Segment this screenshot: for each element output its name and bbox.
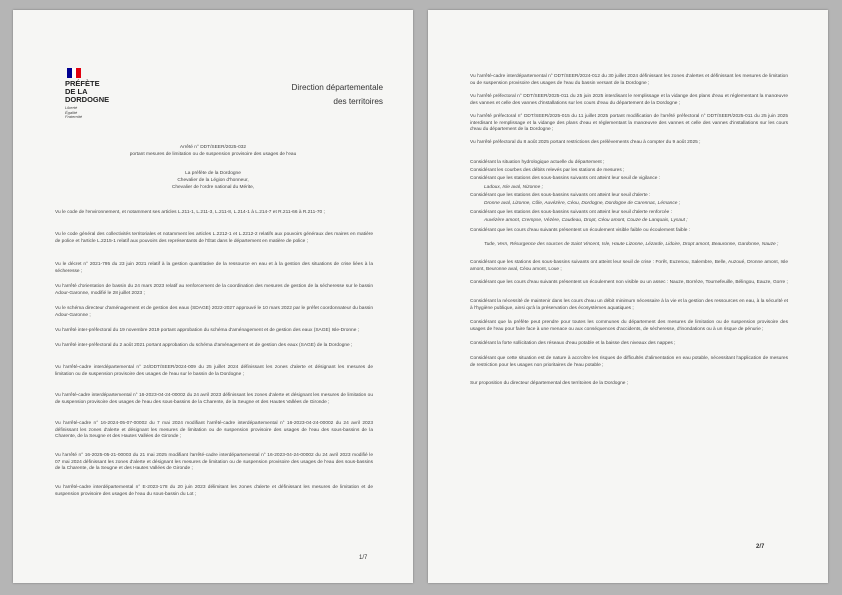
document-page-right bbox=[428, 10, 828, 583]
considerant-paragraph: Considérant que les cours d'eau suivants présentent un écoulement non visible ou un assec : Nauze, Borrèze, Tournefeuille, Bélingou, Eauze, Gorre ; bbox=[470, 280, 788, 285]
flag-icon bbox=[67, 68, 81, 78]
arrete-number: Arrêté n° DDT/SEER/2025-032 bbox=[179, 145, 247, 150]
visa-paragraph: Vu l'arrêté-cadre interdépartemental n° E-2023-178 du 20 juin 2023 délimitant les zones d'alerte et définissant les mesures de limitation et de suspension provisoire des usages de l'eau du sous-bassin du Lot ; bbox=[55, 485, 373, 497]
visa-paragraph: Vu l'arrêté-cadre interdépartemental n° 16-2023-04-24-00002 du 24 avril 2023 définissant les zones d'alerte et désignant les mesures de limitation ou de suspension provisoire des usages de l'eau des sous-bassins de la Charente, de la Seugne et des Hautes Vallées de Gironde ; bbox=[55, 393, 373, 405]
considerant-paragraph: Considérant que les stations des sous-bassins suivants ont atteint leur seuil de crise : Forêt, Euzenou, Salembre, Belle, Auzoué, Dronne amont, Isle amont, Beuronne aval, Céou amont, Loue ; bbox=[470, 260, 788, 272]
station-list: Auvézère amont, Crempse, Vézère, Caudeau, Dropt, Céou amont, Couze de Lanquais, Lysaut ; bbox=[484, 218, 688, 223]
visa-paragraph: Vu le décret n° 2021-795 du 23 juin 2021 relatif à la gestion quantitative de la ressource en eau et à la gestion des situations de crise liées à la sécheresse ; bbox=[55, 262, 373, 274]
logo-motto: Liberté Égalité Fraternité bbox=[65, 105, 83, 120]
prefete-title: La préfète de la Dordogne bbox=[185, 171, 241, 176]
logo-name: PRÉFÈTE DE LA DORDOGNE bbox=[65, 79, 110, 104]
station-list: Dronne aval, Lizonne, Côle, Auvézère, Céou, Dordogne, Dordogne de Carennac, Lémance ; bbox=[484, 201, 681, 206]
considerant-paragraph: Considérant que les stations des sous-bassins suivants ont atteint leur seuil de vigilance : bbox=[470, 176, 661, 181]
visa-paragraph: Vu l'arrêté-cadre interdépartemental n° 24/DDT/SEER/2024-009 du 25 juillet 2024 définissant les zones d'alerte et désignant les mesures de limitation ou de suspension provisoire des usages de l'eau sur le bassin de la Dordogne ; bbox=[55, 365, 373, 377]
considerant-paragraph: Considérant la situation hydrologique actuelle du département ; bbox=[470, 160, 605, 165]
visa-paragraph: Vu le code général des collectivités territoriales et notamment les articles L.2212-1 et L.2212-2 relatifs aux pouvoirs généraux des maires en matière de police et l'article L.2215-1 relatif aux pouvoirs des représentants de l'État dans le département en matière de police ; bbox=[55, 232, 373, 244]
prefecture-logo bbox=[65, 68, 155, 120]
visa-paragraph: Vu l'arrêté inter-préfectoral du 19 novembre 2019 portant approbation du schéma d'aménagement et de gestion des eaux (SAGE) Isle-Dronne ; bbox=[55, 328, 360, 333]
page-number: 1/7 bbox=[359, 555, 368, 561]
considerant-paragraph: Considérant que les stations des sous-bassins suivants ont atteint leur seuil d'alerte : bbox=[470, 193, 651, 198]
considerant-paragraph: Vu l'arrêté préfectoral n° DDT/SEER/2025-011 du 25 juin 2025 interdisant le remplissage et la vidange des plans d'eau et réglementant la manœuvre des vannes et celle des vannes d'installations sur les cours d'eau du département de la Dordogne ; bbox=[470, 94, 788, 106]
arrete-object: portant mesures de limitation ou de suspension provisoire des usages de l'eau bbox=[129, 152, 297, 157]
direction-title: Direction départementale des territoires bbox=[291, 83, 383, 106]
considerant-paragraph: Considérant que cette situation est de nature à accroître les risques de difficultés d'alimentation en eau potable, nécessitant l'application de mesures de restriction pour les usages non prioritaires de l'eau potable ; bbox=[470, 356, 788, 368]
visa-paragraph: Vu le code de l'environnement, et notamment ses articles L.211-1, L.211-3, L.211-8, L.214-1 à L.214-7 et R.211-66 à R.211-70 ; bbox=[55, 210, 325, 215]
visa-paragraph: Vu l'arrêté n° 16-2025-05-21-00003 du 21 mai 2025 modifiant l'arrêté-cadre interdépartemental n° 16-2023-04-24-00002 du 24 avril 2023 modifié le 07 mai 2024 définissant les zones d'alerte et désignant les mesures de limitation ou de suspension provisoire des usages de l'eau des sous-bassins de la Charente, de la Seugne et des Hautes Vallées de Gironde ; bbox=[55, 453, 373, 472]
station-list: Ladoux, Isle aval, Nizonne ; bbox=[484, 185, 543, 190]
visa-paragraph: Vu l'arrêté d'orientation de bassin du 24 mars 2023 relatif au renforcement de la coordination des mesures de gestion de la sécheresse sur le bassin Adour-Garonne, modifié le 28 juillet 2023 ; bbox=[55, 284, 373, 296]
visa-paragraph: Vu l'arrêté-cadre n° 16-2024-05-07-00002 du 7 mai 2024 modifiant l'arrêté-cadre interdépartemental n° 16-2023-04-24-00002 du 24 avril 2023 définissant les zones d'alerte et désignant les mesures de limitation ou de suspension provisoire des usages de l'eau des sous-bassins de la Charente, de la Seugne et des Hautes Vallées de Gironde ; bbox=[55, 421, 373, 440]
considerant-paragraph: Vu l'arrêté préfectoral du 8 août 2025 portant restrictions des prélèvements d'eau à compter du 9 août 2025 ; bbox=[470, 140, 701, 145]
considerant-paragraph: Vu l'arrêté préfectoral n° DDT/SEER/2025-015 du 11 juillet 2025 portant modification de l'arrêté préfectoral n° DDT/SEER/2025-011 du 25 juin 2025 interdisant le remplissage et la vidange des plans d'eau et réglementant la manœuvre des vannes et celle des vannes d'installations sur les cours d'eau du département de la Dordogne ; bbox=[470, 114, 788, 133]
considerant-paragraph: Considérant les courbes des débits relevés par les stations de mesures ; bbox=[470, 168, 625, 173]
flag-red-stripe bbox=[76, 68, 81, 78]
honor-line: Chevalier de l'ordre national du Mérite, bbox=[171, 185, 255, 190]
page-number: 2/7 bbox=[756, 544, 765, 550]
visa-paragraph: Vu le schéma directeur d'aménagement et de gestion des eaux (SDAGE) 2022-2027 approuvé le 10 mars 2022 par le préfet coordonnateur du bassin Adour-Garonne ; bbox=[55, 306, 373, 318]
visa-paragraph: Vu l'arrêté inter-préfectoral du 2 août 2021 portant approbation du schéma d'aménagement et de gestion des eaux (SAGE) de la Dordogne ; bbox=[55, 343, 353, 348]
considerant-paragraph: Vu l'arrêté-cadre interdépartemental n° DDT/SEER/2024-012 du 30 juillet 2024 définissant les zones d'alertes et définissant les mesures de limitation ou de suspension provisoire des usages de l'eau du bassin versant de la Dordogne ; bbox=[470, 74, 788, 86]
honor-line: Chevalier de la Légion d'honneur, bbox=[177, 178, 249, 183]
station-list: Tude, Vern, Résurgence des sources de Saint Vincent, Isle, Haute Lizonne, Lézarde, Lidoire, Dropt amont, Beauronne, Gardonne, Nauze ; bbox=[484, 242, 779, 247]
considerant-paragraph: Sur proposition du directeur départemental des territoires de la Dordogne ; bbox=[470, 381, 629, 386]
considerant-paragraph: Considérant la nécessité de maintenir dans les cours d'eau un débit minimum nécessaire à la vie et la gestion des ressources en eau, à la sécurité et à l'hygiène publique, ainsi qu'à la préservation des écosystèmes aquatiques ; bbox=[470, 299, 788, 311]
document-page-left bbox=[13, 10, 413, 583]
considerant-paragraph: Considérant la forte sollicitation des réseaux d'eau potable et la baisse des niveaux des nappes ; bbox=[470, 341, 676, 346]
considerant-paragraph: Considérant que la préfète peut prendre pour toutes les communes du département des mesures de limitation ou de suspension provisoire des usages de l'eau pour faire face à une menace ou aux conséquences d'accidents, de sécheresse, d'inondations ou à un risque de pénurie ; bbox=[470, 320, 788, 332]
considerant-paragraph: Considérant que les stations des sous-bassins suivants ont atteint leur seuil d'alerte renforcée : bbox=[470, 210, 672, 215]
considerant-paragraph: Considérant que les cours d'eau suivants présentent un écoulement visible faible ou écoulement faible : bbox=[470, 228, 691, 233]
